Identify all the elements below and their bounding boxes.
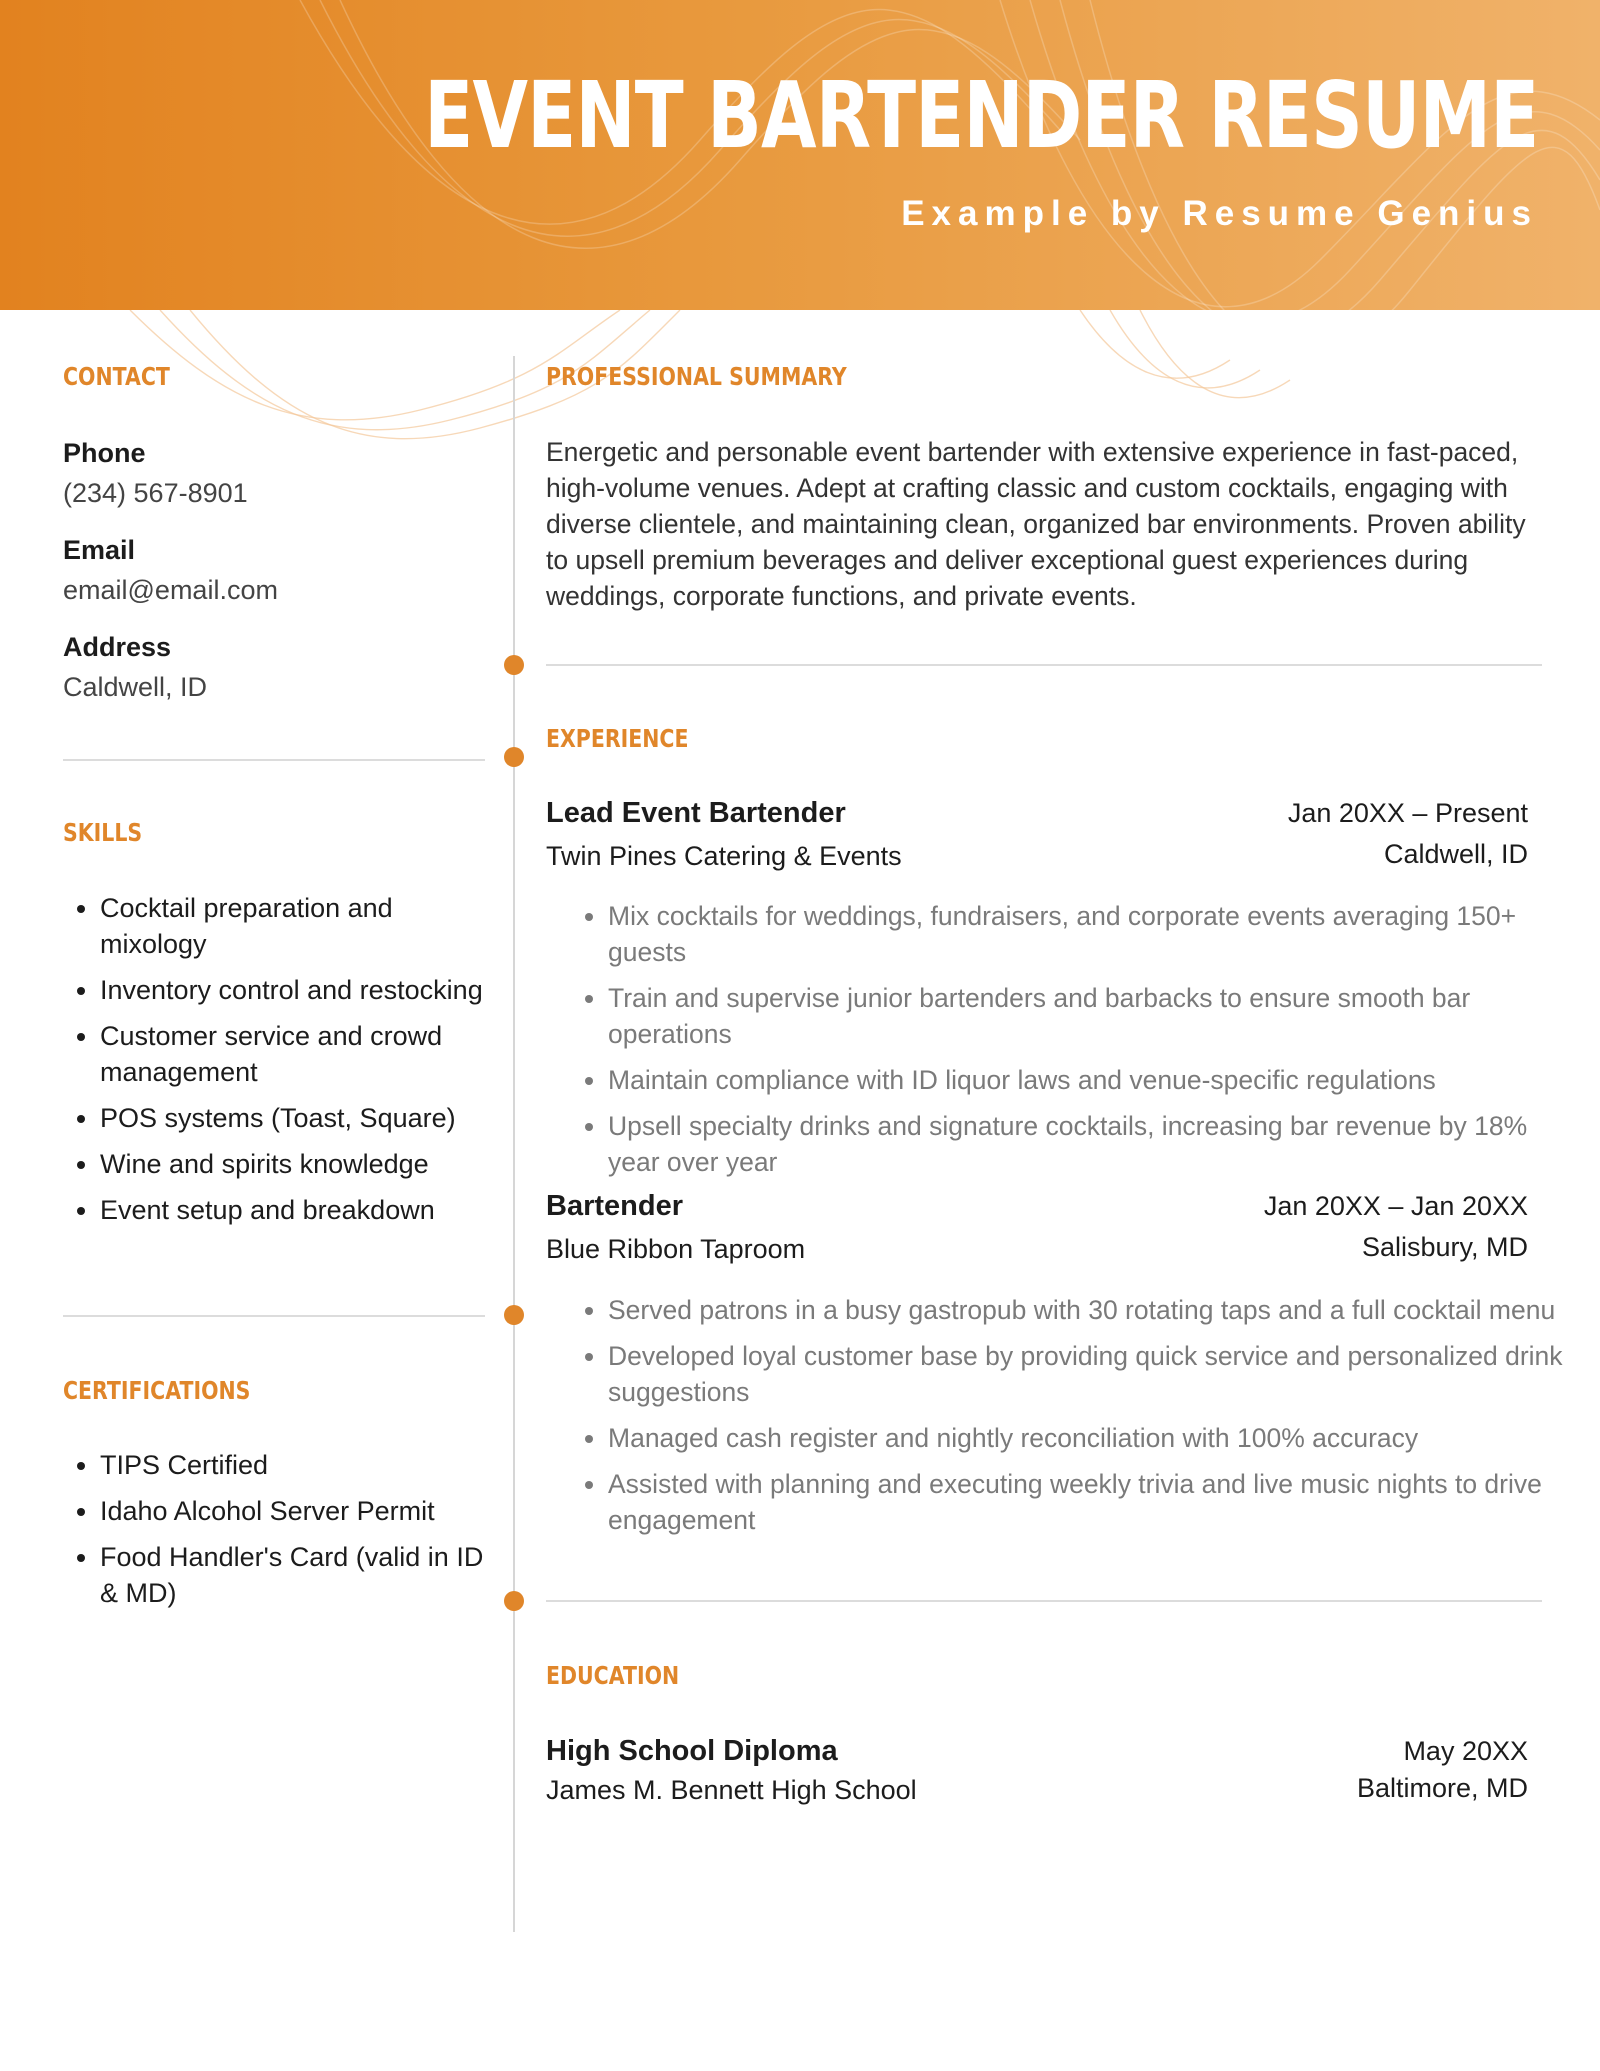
email-label: Email — [63, 535, 136, 565]
skills-list — [63, 890, 500, 1238]
experience-heading: EXPERIENCE — [546, 724, 689, 753]
skills-heading: SKILLS — [63, 818, 143, 847]
job-bullet: • Train and supervise junior bartenders and barbacks to ensure smooth bar operations — [608, 980, 1583, 1052]
contact-divider — [63, 759, 485, 761]
address-label: Address — [63, 632, 172, 662]
summary-divider — [546, 664, 1542, 666]
skill-item: • Customer service and crowd management — [100, 1018, 500, 1090]
address-value: Caldwell, ID — [63, 672, 208, 702]
summary-text: Energetic and personable event bartender with extensive experience in fast-paced, high-volume venues. Adept at crafting classic and custom cocktails, engaging with diverse clientele, and maintaining clean, organized bar environments. Proven ability to upsell premium beverages and deliver exceptional guest experiences during weddings, corporate functions, and private events. — [546, 437, 1526, 611]
education-location: Baltimore, MD — [1356, 1773, 1528, 1803]
summary-heading: PROFESSIONAL SUMMARY — [546, 362, 847, 391]
certification-item: • Idaho Alcohol Server Permit — [100, 1493, 500, 1529]
job-bullets — [571, 898, 1583, 1190]
job-dates: Jan 20XX – Jan 20XX — [1263, 1191, 1528, 1221]
column-divider — [513, 356, 515, 1932]
resume-subtitle: Example by Resume Genius — [901, 194, 1538, 233]
education-degree: High School Diploma — [546, 1735, 838, 1767]
job-bullet: • Served patrons in a busy gastropub with 30 rotating taps and a full cocktail menu — [608, 1292, 1583, 1328]
email-value: email@email.com — [63, 575, 278, 605]
phone-value: (234) 567-8901 — [63, 478, 248, 508]
job-location: Salisbury, MD — [1361, 1232, 1528, 1262]
job-bullet: • Developed loyal customer base by providing quick service and personalized drink suggestions — [608, 1338, 1583, 1410]
contact-heading: CONTACT — [63, 362, 170, 391]
skills-divider — [63, 1315, 485, 1317]
job-bullet: • Managed cash register and nightly reconciliation with 100% accuracy — [608, 1420, 1583, 1456]
job-bullet: • Mix cocktails for weddings, fundraisers, and corporate events averaging 150+ guests — [608, 898, 1583, 970]
skill-item: • Event setup and breakdown — [100, 1192, 500, 1228]
experience-divider — [546, 1600, 1542, 1602]
job-bullet: • Assisted with planning and executing weekly trivia and live music nights to drive engagement — [608, 1466, 1583, 1538]
certifications-list — [63, 1447, 500, 1621]
skill-item: • POS systems (Toast, Square) — [100, 1100, 500, 1136]
skill-item: • Inventory control and restocking — [100, 972, 500, 1008]
job-dates: Jan 20XX – Present — [1287, 798, 1528, 828]
job-title: Bartender — [546, 1190, 683, 1222]
phone-label: Phone — [63, 438, 146, 468]
job-company: Blue Ribbon Taproom — [546, 1234, 806, 1264]
job-location: Caldwell, ID — [1383, 839, 1528, 869]
education-school: James M. Bennett High School — [546, 1775, 917, 1805]
job-title: Lead Event Bartender — [546, 797, 846, 829]
header-banner — [0, 0, 1600, 310]
education-heading: EDUCATION — [546, 1661, 680, 1690]
job-bullets — [571, 1292, 1583, 1548]
resume-title: EVENT BARTENDER RESUME — [423, 62, 1538, 169]
skill-item: • Cocktail preparation and mixology — [100, 890, 500, 962]
education-date: May 20XX — [1403, 1736, 1528, 1766]
timeline-dot — [504, 747, 524, 767]
timeline-dot — [504, 1591, 524, 1611]
timeline-dot — [504, 1305, 524, 1325]
job-bullet: • Upsell specialty drinks and signature cocktails, increasing bar revenue by 18% year over year — [608, 1108, 1583, 1180]
certification-item: • Food Handler's Card (valid in ID & MD) — [100, 1539, 500, 1611]
certification-item: • TIPS Certified — [100, 1447, 500, 1483]
job-bullet: • Maintain compliance with ID liquor laws and venue-specific regulations — [608, 1062, 1583, 1098]
skill-item: • Wine and spirits knowledge — [100, 1146, 500, 1182]
timeline-dot — [504, 655, 524, 675]
job-company: Twin Pines Catering & Events — [546, 841, 902, 871]
certifications-heading: CERTIFICATIONS — [63, 1376, 251, 1405]
